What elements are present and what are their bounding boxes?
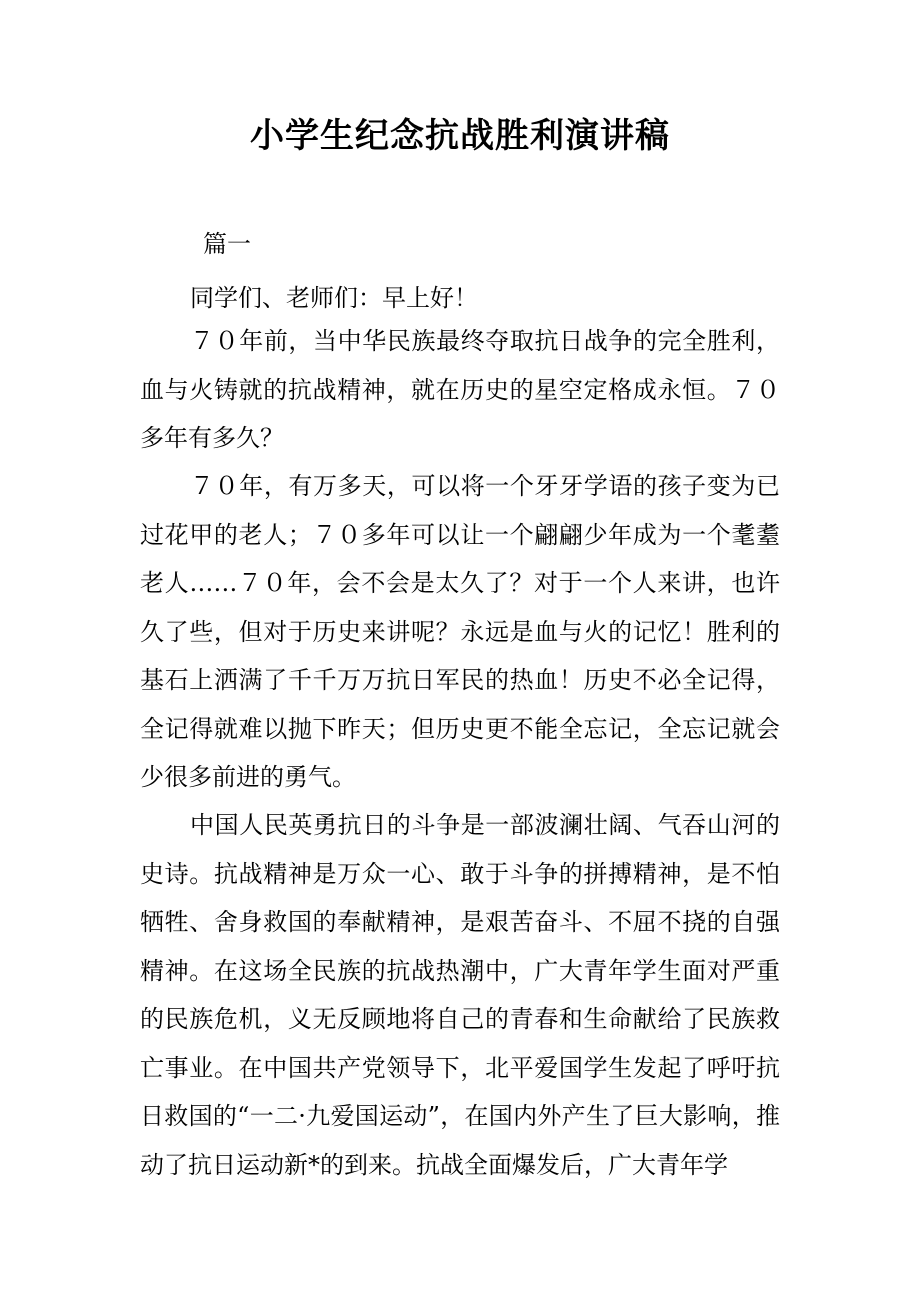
paragraph: ７０年前，当中华民族最终夺取抗日战争的完全胜利，血与火铸就的抗战精神，就在历史的星空定格成永恒。７０多年有多久？ (140, 327, 780, 452)
section-label: 篇一 (203, 230, 251, 258)
paragraph: 中国人民英勇抗日的斗争是一部波澜壮阔、气吞山河的史诗。抗战精神是万众一心、敢于斗争的拼搏精神，是不怕牺牲、舍身救国的奉献精神，是艰苦奋斗、不屈不挠的自强精神。在这场全民族的抗战热潮中，广大青年学生面对严重的民族危机，义无反顾地将自己的青春和生命献给了民族救亡事业。在中国共产党领导下，北平爱国学生发起了呼吁抗日救国的“一二·九爱国运动”，在国内外产生了巨大影响，推动了抗日运动新*的到来。抗战全面爆发后，广大青年学 (140, 811, 780, 1179)
page-title: 小学生纪念抗战胜利演讲稿 (250, 116, 670, 156)
paragraph: ７０年，有万多天，可以将一个牙牙学语的孩子变为已过花甲的老人；７０多年可以让一个翩翩少年成为一个耄耋老人……７０年，会不会是太久了？对于一个人来讲，也许久了些，但对于历史来讲呢？永远是血与火的记忆！胜利的基石上洒满了千千万万抗日军民的热血！历史不必全记得，全记得就难以抛下昨天；但历史更不能全忘记，全忘记就会少很多前进的勇气。 (140, 472, 780, 791)
greeting-line: 同学们、老师们：早上好！ (190, 284, 478, 312)
